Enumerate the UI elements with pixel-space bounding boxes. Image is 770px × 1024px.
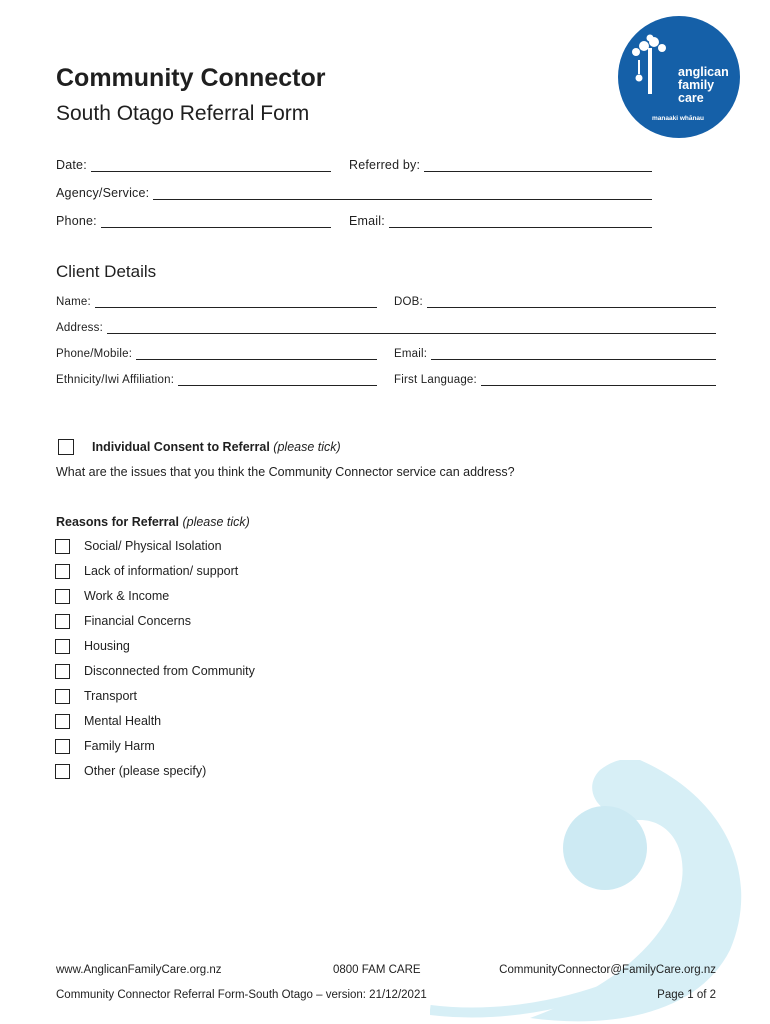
decorative-swirl-graphic [430, 760, 770, 1024]
reason-label: Lack of information/ support [84, 564, 239, 578]
footer-form-version: Community Connector Referral Form-South Otago – version: 21/12/2021 [56, 989, 427, 1001]
footer-phone: 0800 FAM CARE [333, 964, 421, 976]
client-dob-label: DOB: [394, 296, 423, 308]
reason-checkbox[interactable] [55, 689, 70, 704]
client-address-label: Address: [56, 322, 103, 334]
logo-tagline: manaaki whānau [652, 115, 705, 122]
reason-label: Disconnected from Community [84, 664, 255, 678]
reason-checkbox[interactable] [55, 564, 70, 579]
client-email-input-line[interactable] [431, 346, 716, 360]
logo-line3: care [678, 91, 704, 105]
reason-label: Family Harm [84, 739, 155, 753]
referred-by-field[interactable] [349, 156, 652, 172]
reason-checkbox[interactable] [55, 589, 70, 604]
client-ethnicity-input-line[interactable] [178, 372, 377, 386]
reason-checkbox[interactable] [55, 664, 70, 679]
page-subtitle: South Otago Referral Form [56, 102, 310, 125]
client-ethnicity-label: Ethnicity/Iwi Affiliation: [56, 374, 175, 386]
reasons-heading-group [56, 515, 250, 529]
date-input-line[interactable] [91, 158, 331, 172]
client-language-label: First Language: [394, 374, 477, 386]
footer-page-number: Page 1 of 2 [657, 989, 716, 1001]
client-address-field[interactable] [56, 318, 716, 334]
agency-field[interactable] [56, 184, 652, 200]
reason-checkbox[interactable] [55, 739, 70, 754]
client-dob-field[interactable] [394, 292, 716, 308]
reason-checkbox[interactable] [55, 764, 70, 779]
reason-checkbox[interactable] [55, 614, 70, 629]
agency-input-line[interactable] [153, 186, 652, 200]
client-dob-input-line[interactable] [427, 294, 716, 308]
date-field[interactable] [56, 156, 331, 172]
client-name-input-line[interactable] [95, 294, 377, 308]
client-details-heading: Client Details [56, 262, 157, 281]
reasons-heading: Reasons for Referral [56, 515, 179, 529]
reason-label: Mental Health [84, 714, 162, 728]
footer-email[interactable]: CommunityConnector@FamilyCare.org.nz [499, 964, 716, 976]
reason-checkbox[interactable] [55, 639, 70, 654]
logo-line2: family [678, 78, 715, 92]
client-language-input-line[interactable] [481, 372, 716, 386]
footer-website[interactable]: www.AnglicanFamilyCare.org.nz [56, 964, 222, 976]
reason-checkbox[interactable] [55, 539, 70, 554]
reason-label: Other (please specify) [84, 764, 207, 778]
reason-label: Housing [84, 639, 130, 653]
client-language-field[interactable] [394, 370, 716, 386]
client-address-input-line[interactable] [107, 320, 716, 334]
date-label: Date: [56, 158, 87, 172]
consent-note: (please tick) [273, 440, 341, 454]
consent-label-group [92, 440, 341, 454]
consent-label: Individual Consent to Referral [92, 440, 270, 454]
logo-line1: anglican [678, 65, 729, 79]
reasons-note: (please tick) [182, 515, 250, 529]
client-phone-label: Phone/Mobile: [56, 348, 133, 360]
anglican-family-care-logo [614, 16, 744, 138]
client-ethnicity-field[interactable] [56, 370, 377, 386]
client-email-label: Email: [394, 348, 428, 360]
client-phone-field[interactable] [56, 344, 377, 360]
reason-label: Transport [84, 689, 138, 703]
client-name-label: Name: [56, 296, 91, 308]
referrer-email-input-line[interactable] [389, 214, 652, 228]
reason-label: Work & Income [84, 589, 170, 603]
client-phone-input-line[interactable] [136, 346, 377, 360]
consent-checkbox[interactable] [58, 439, 74, 455]
referred-by-label: Referred by: [349, 158, 421, 172]
issues-question: What are the issues that you think the Community Connector service can address? [56, 465, 515, 479]
reason-label: Financial Concerns [84, 614, 191, 628]
referrer-phone-label: Phone: [56, 214, 97, 228]
referred-by-input-line[interactable] [424, 158, 652, 172]
client-name-field[interactable] [56, 292, 377, 308]
reason-checkbox[interactable] [55, 714, 70, 729]
referrer-email-field[interactable] [349, 212, 652, 228]
client-email-field[interactable] [394, 344, 716, 360]
referrer-email-label: Email: [349, 214, 385, 228]
referrer-phone-field[interactable] [56, 212, 331, 228]
page-title: Community Connector [56, 64, 326, 92]
referrer-phone-input-line[interactable] [101, 214, 331, 228]
reason-label: Social/ Physical Isolation [84, 539, 222, 553]
agency-label: Agency/Service: [56, 186, 150, 200]
